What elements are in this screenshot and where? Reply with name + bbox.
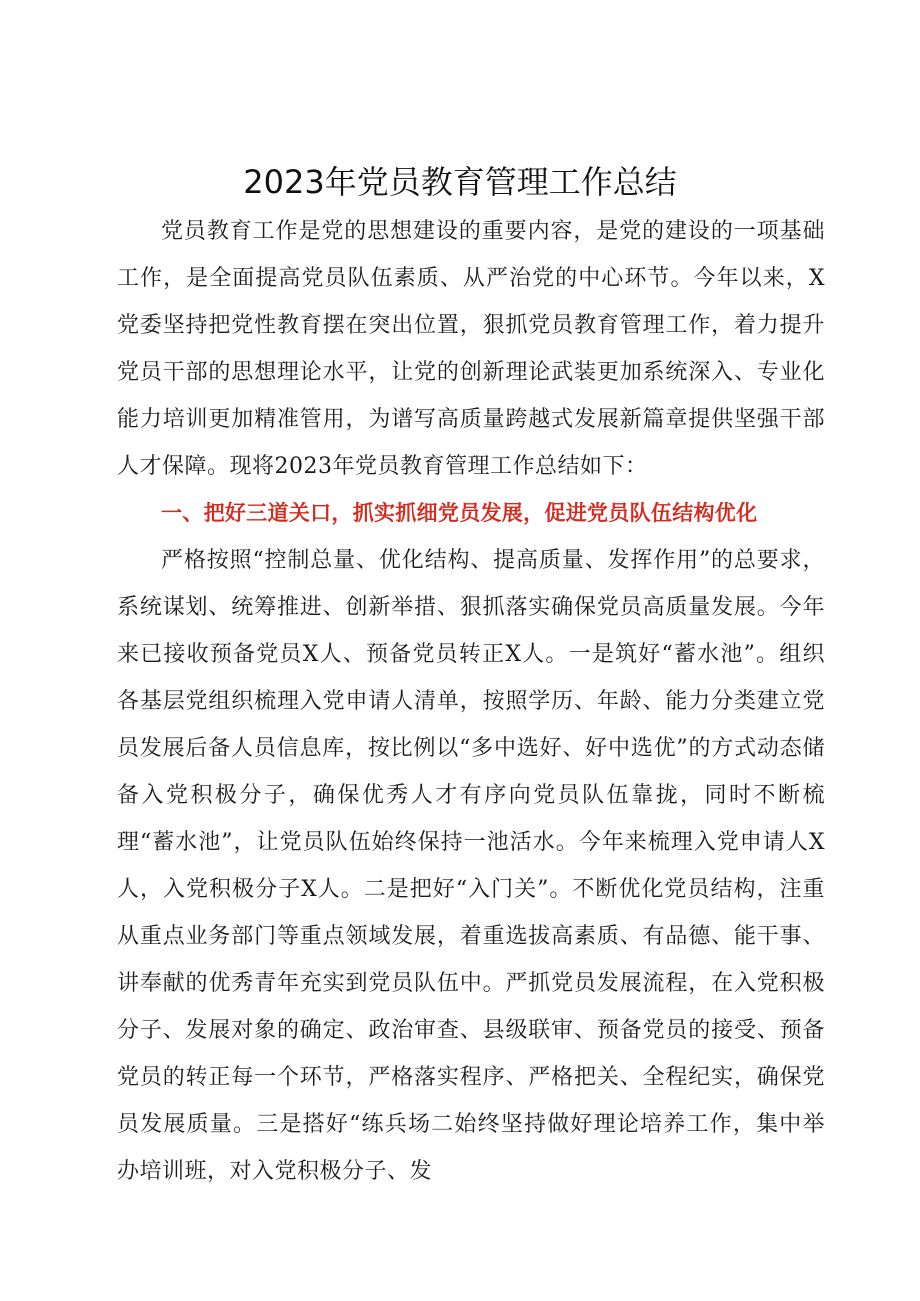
section-1-heading: 一、把好三道关口，抓实抓细党员发展，促进党员队伍结构优化 [161, 501, 758, 525]
document-body [117, 208, 825, 1195]
intro-paragraph: 党员教育工作是党的思想建设的重要内容，是党的建设的一项基础工作，是全面提高党员队伍素质、从严治党的中心环节。今年以来，X党委坚持把党性教育摆在突出位置，狠抓党员教育管理工作，着力提升党员干部的思想理论水平，让党的创新理论武装更加系统深入、专业化能力培训更加精准管用，为谱写高质量跨越式发展新篇章提供坚强干部人才保障。现将2023年党员教育管理工作总结如下： [117, 219, 825, 479]
section-1-paragraph: 严格按照“控制总量、优化结构、提高质量、发挥作用”的总要求，系统谋划、统筹推进、创新举措、狠抓落实确保党员高质量发展。今年来已接收预备党员X人、预备党员转正X人。一是筑好“蓄水池”。组织各基层党组织梳理入党申请人清单，按照学历、年龄、能力分类建立党员发展后备人员信息库，按比例以“多中选好、好中选优”的方式动态储备入党积极分子，确保优秀人才有序向党员队伍靠拢，同时不断梳理“蓄水池”，让党员队伍始终保持一池活水。今年来梳理入党申请人X人，入党积极分子X人。二是把好“入门关”。不断优化党员结构，注重从重点业务部门等重点领域发展，着重选拔高素质、有品德、能干事、讲奉献的优秀青年充实到党员队伍中。严抓党员发展流程，在入党积极分子、发展对象的确定、政治审查、县级联审、预备党员的接受、预备党员的转正每一个环节，严格落实程序、严格把关、全程纪实，确保党员发展质量。三是搭好“练兵场二始终坚持做好理论培养工作，集中举办培训班，对入党积极分子、发 [117, 548, 825, 1184]
document-title: 2023年党员教育管理工作总结 [243, 163, 677, 201]
